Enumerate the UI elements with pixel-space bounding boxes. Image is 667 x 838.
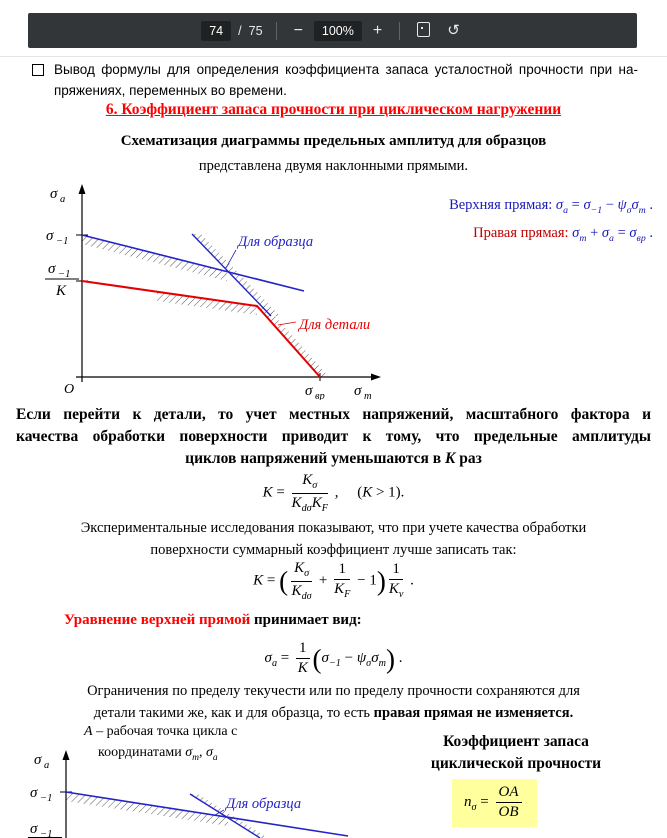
sigma-minus-one-label: σ (30, 785, 38, 801)
upper-line-statement-black: принимает вид: (250, 612, 362, 628)
x-axis-label-sub: m (364, 391, 372, 400)
upper-line-statement (64, 612, 362, 629)
pdf-toolbar-area (0, 0, 667, 57)
formula-sigma-a: $\sigma_a$ = $\frac{1}{K}$ $(\sigma_{-1} - \psi_\sigma\sigma_m)$ . (264, 640, 403, 677)
y-axis-label: σ (34, 752, 42, 768)
specimen-upper-line (66, 792, 348, 836)
zoom-controls (290, 21, 387, 41)
subtitle-normal: представлена двумя наклонными прямыми. (198, 158, 469, 174)
page-total: 75 (248, 23, 263, 38)
y-axis-label: σ (50, 186, 58, 202)
bullet-paragraph (30, 60, 638, 102)
experiment-paragraph-line2: поверхности суммарный коэффициент лучше записать так: (150, 541, 517, 558)
toolbar-separator (276, 22, 277, 40)
experiment-paragraph (16, 518, 651, 562)
k-paragraph-line1: Если перейти к детали, то учет местных напряжений, масштабного фактора и (16, 406, 651, 423)
sigma-minus-one-label: σ (46, 228, 54, 244)
fit-to-page-button[interactable] (413, 20, 434, 42)
upper-line-label: Верхняя прямая: (449, 197, 553, 213)
working-point-line2: координатами $\sigma_m$, $\sigma_a$ (98, 745, 218, 763)
page-number-input[interactable]: 74 (201, 21, 231, 41)
detail-curve-label: Для детали (299, 317, 371, 333)
y-axis-label-sub: a (44, 760, 50, 771)
x-axis-arrow (371, 374, 381, 381)
zoom-level: 100% (314, 21, 362, 41)
subtitle-bold: Схематизация диаграммы предельных амплитуд для образцов (120, 133, 547, 149)
origin-label: O (64, 382, 75, 397)
safety-factor-formula: $n_\sigma$ = $\frac{OA}{OB}$ (452, 779, 537, 827)
working-point-line1: A – рабочая точка цикла с (84, 724, 238, 739)
bullet-text-line1: Вывод формулы для определения коэффициента запаса усталостной прочности при на- (54, 62, 638, 77)
right-line-formula: $\sigma_m + \sigma_a = \sigma_{вр}$ . (572, 225, 653, 245)
k-paragraph-line3: циклов напряжений уменьшаются в K раз (185, 450, 482, 467)
y-axis-label-sub: a (60, 194, 66, 205)
rotate-counterclockwise-icon: ↺ (447, 22, 460, 39)
zoom-out-button[interactable]: − (290, 21, 307, 41)
formula-k-definition: K = $\frac{K_\sigma}{K_{d\sigma}K_F}$ , (K > 1). (262, 472, 405, 514)
safety-factor-title (392, 731, 640, 776)
upper-line-formula: $\sigma_a = \sigma_{-1} - \psi_\sigma\sigma_m$ . (555, 197, 653, 216)
fraction-numerator: σ (48, 261, 56, 277)
fraction-denominator: K (56, 283, 67, 299)
checkbox-icon (32, 64, 44, 76)
sigma-ultimate-label: σ (305, 383, 313, 399)
hatch-band (66, 792, 228, 826)
toolbar-separator (399, 22, 400, 40)
y-axis-arrow (63, 750, 70, 760)
limits-paragraph-line1: Ограничения по пределу текучести или по пределу прочности сохраняются для (87, 683, 580, 699)
fit-to-page-icon (417, 22, 430, 37)
fraction-numerator: σ (30, 821, 38, 837)
sigma-minus-one-sub: −1 (56, 236, 69, 247)
safety-factor-title-line1: Коэффициент запаса (443, 733, 589, 750)
specimen-curve-label: Для образца (238, 234, 314, 250)
limits-paragraph (16, 681, 651, 725)
fraction-numerator-sub: −1 (58, 269, 71, 280)
line-equations (331, 192, 653, 248)
x-axis-label: σ (354, 383, 362, 399)
page-controls (201, 21, 262, 41)
upper-line-equation (331, 192, 653, 220)
rotate-button[interactable] (443, 21, 464, 40)
limit-amplitude-diagram-bottom (28, 746, 368, 838)
limits-paragraph-line2: детали такими же, как и для образца, то есть правая прямая не изменяется. (93, 704, 574, 721)
specimen-curve-label: Для образца (226, 796, 302, 812)
fraction-numerator-sub: −1 (40, 829, 53, 838)
section-heading: 6. Коэффициент запаса прочности при циклическом нагружении (105, 101, 562, 118)
bullet-text-line2: пряжениях, переменных во времени. (54, 82, 287, 98)
formula-k-refined: K = ( $\frac{K_\sigma}{K_{d\sigma}}$ + $\frac{1}{K_F}$ − 1) $\frac{1}{K_v}$ . (253, 560, 414, 602)
sigma-minus-one-sub: −1 (40, 793, 53, 804)
pdf-toolbar (28, 13, 637, 48)
sigma-ultimate-sub: вр (315, 391, 325, 400)
right-line-label: Правая прямая: (473, 225, 569, 242)
page-divider: / (238, 23, 242, 38)
y-axis-arrow (79, 184, 86, 194)
zoom-in-button[interactable]: + (369, 21, 386, 41)
experiment-paragraph-line1: Экспериментальные исследования показывают, что при учете качества обработки (80, 520, 587, 536)
k-factor-paragraph (16, 404, 651, 470)
k-paragraph-line2: качества обработки поверхности приводит к тому, что предельные амплитуды (16, 428, 651, 445)
safety-factor-title-line2: циклической прочности (430, 755, 602, 773)
upper-line-statement-red: Уравнение верхней прямой (64, 612, 251, 628)
right-line-equation (331, 220, 653, 248)
